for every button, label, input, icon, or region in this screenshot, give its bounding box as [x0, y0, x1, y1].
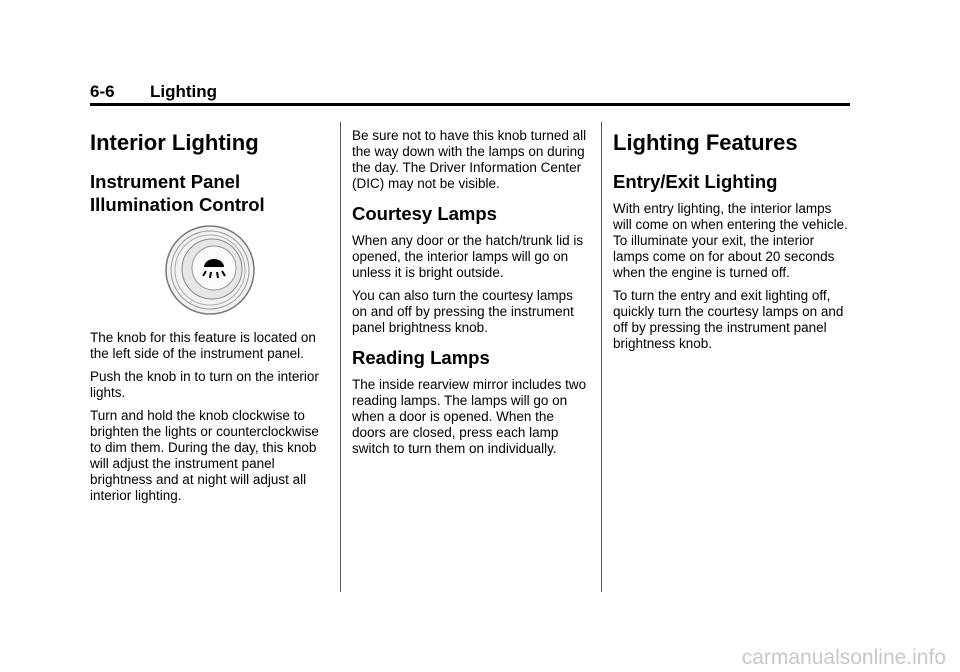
paragraph: You can also turn the courtesy lamps on and off by pressing the instrument panel brightness knob. [352, 288, 574, 335]
column-2 [352, 118, 590, 464]
paragraph: Be sure not to have this knob turned all the way down with the lamps on during the day. The Driver Information Center (DIC) may not be visible. [352, 128, 587, 191]
subsection-title-reading-lamps: Reading Lamps [352, 347, 490, 368]
column-divider [340, 122, 341, 592]
paragraph: With entry lighting, the interior lamps will come on when entering the vehicle. To illuminate your exit, the interior lamps come on for about 20 seconds when the engine is turned off. [613, 201, 848, 280]
watermark: carmanualsonline.info [741, 646, 946, 669]
section-title-interior-lighting: Interior Lighting [90, 130, 259, 155]
paragraph: The knob for this feature is located on the left side of the instrument panel. [90, 330, 316, 361]
paragraph: When any door or the hatch/trunk lid is opened, the interior lamps will go on unless it is bright outside. [352, 233, 584, 280]
knob-illustration [90, 224, 328, 322]
paragraph: Push the knob in to turn on the interior lights. [90, 369, 319, 400]
column-1 [90, 118, 328, 511]
column-3 [613, 118, 853, 359]
illumination-knob-icon [164, 224, 256, 316]
column-divider [601, 122, 602, 592]
paragraph: To turn the entry and exit lighting off, quickly turn the courtesy lamps on and off by pressing the instrument panel brightness knob. [613, 288, 844, 351]
subsection-title-instrument-panel: Instrument Panel Illumination Control [90, 171, 265, 215]
page-number: 6-6 [90, 82, 115, 101]
subsection-title-entry-exit: Entry/Exit Lighting [613, 171, 778, 192]
section-title-lighting-features: Lighting Features [613, 130, 798, 155]
chapter-title: Lighting [150, 82, 218, 101]
subsection-title-courtesy-lamps: Courtesy Lamps [352, 203, 497, 224]
page-header [90, 82, 850, 106]
paragraph: Turn and hold the knob clockwise to brighten the lights or counterclockwise to dim them. During the day, this knob will adjust the instrument panel brightness and at night will adjust all interior lighting. [90, 408, 319, 503]
paragraph: The inside rearview mirror includes two reading lamps. The lamps will go on when a door is opened. When the doors are closed, press each lamp switch to turn them on individually. [352, 377, 587, 456]
